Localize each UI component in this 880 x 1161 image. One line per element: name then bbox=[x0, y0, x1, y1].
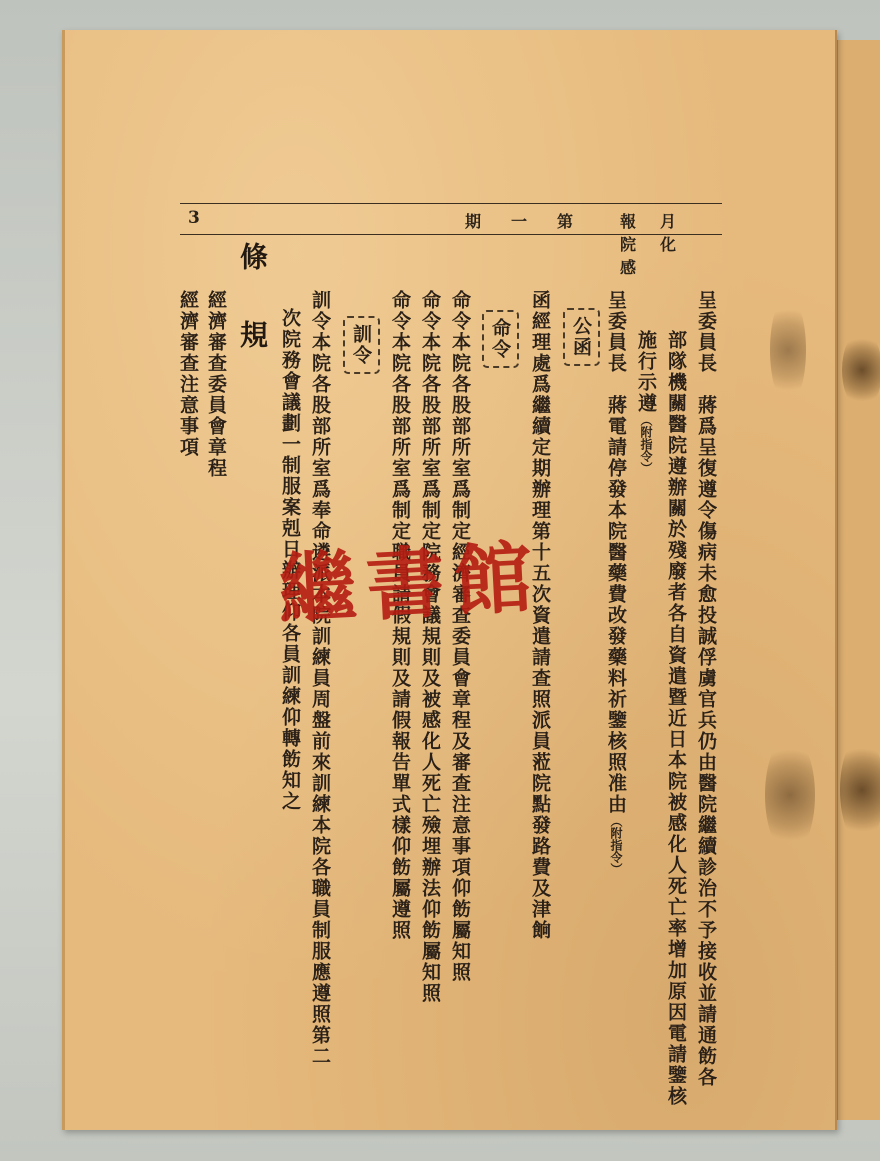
section-title-tiaogui: 條規 bbox=[236, 242, 269, 398]
ink-stain bbox=[765, 735, 815, 855]
text-column: 命令本院各股部所室爲制定經濟審查委員會章程及審查注意事項仰飭屬知照 bbox=[449, 290, 471, 983]
text-column: 函經理處爲繼續定期辦理第十五次資遣請查照派員蒞院點發路費及津餉 bbox=[529, 290, 551, 941]
section-head-xunling: 訓令 bbox=[343, 316, 380, 374]
column-text: 施行示遵 bbox=[635, 330, 657, 414]
column-text: 呈委員長 蔣電請停發本院醫藥費改發藥料祈鑒核照准由 bbox=[605, 290, 627, 815]
text-column: 經濟審查注意事項 bbox=[177, 290, 199, 458]
page-number: 3 bbox=[188, 208, 200, 228]
journal-title: 報月院化感 bbox=[620, 212, 701, 277]
text-column: 訓令本院各股部所室爲奉命遴派本院訓練員周盤前來訓練本院各職員制服應遵照第二 bbox=[309, 290, 331, 1067]
issue-label: 期一第 bbox=[465, 212, 604, 231]
section-head-mingling: 命令 bbox=[482, 310, 519, 368]
ink-stain bbox=[840, 735, 880, 845]
section-head-gonghan: 公函 bbox=[563, 308, 600, 366]
next-page-edge bbox=[836, 40, 880, 1120]
ink-stain bbox=[842, 330, 880, 410]
text-column: 命令本院各股部所室爲制定職員請假規則及請假報告單式樣仰飭屬遵照 bbox=[389, 290, 411, 941]
text-column bbox=[604, 290, 628, 875]
text-column: 部隊機關醫院遵辦關於殘廢者各自資遣暨近日本院被感化人死亡率增加原因電請鑒核 bbox=[665, 330, 687, 1107]
text-column: 經濟審查委員會章程 bbox=[205, 290, 227, 479]
text-column: 次院務會議劃一制服案剋日辦理仰各員訓練仰轉飭知之 bbox=[279, 308, 301, 812]
attachment-note: （附指令） bbox=[609, 815, 623, 875]
ink-stain bbox=[770, 295, 806, 405]
text-column: 呈委員長 蔣爲呈復遵令傷病未愈投誠俘虜官兵仍由醫院繼續診治不予接收並請通飭各 bbox=[695, 290, 717, 1088]
attachment-note: （附指令） bbox=[639, 414, 653, 474]
running-header bbox=[180, 203, 722, 277]
text-column: 命令本院各股部所室爲制定院務會議規則及被感化人死亡殮埋辦法仰飭屬知照 bbox=[419, 290, 441, 1004]
library-watermark: 繼書館 bbox=[276, 532, 545, 637]
text-column bbox=[634, 330, 658, 474]
